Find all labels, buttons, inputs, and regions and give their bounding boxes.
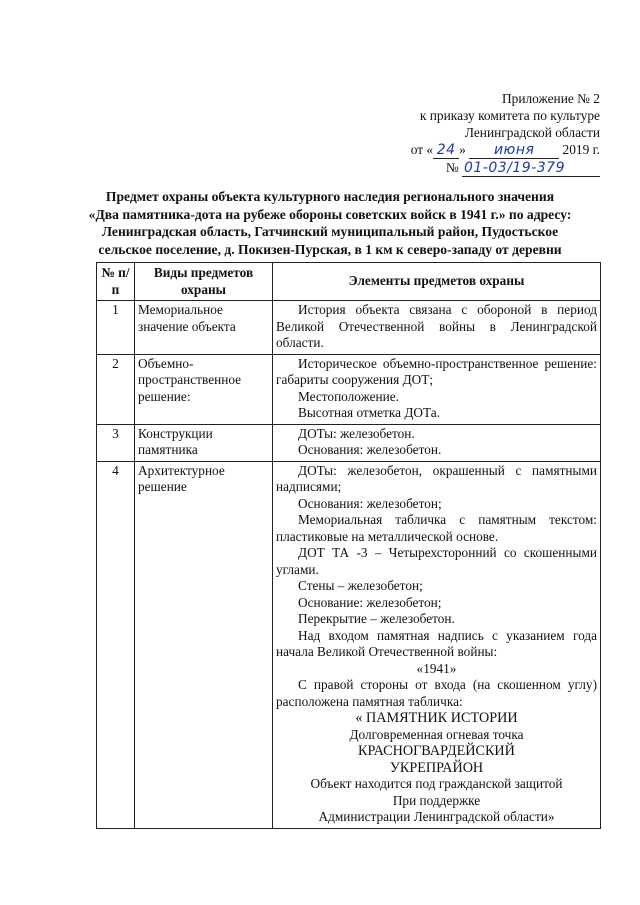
row-kind: Мемориальное значение объекта — [135, 301, 273, 355]
element-text: ДОТы: железобетон, окрашенный с памятными надписями; — [276, 462, 597, 494]
element-text: ДОТы: железобетон. — [298, 425, 415, 441]
element-text: С правой стороны от входа (на скошенном углу) расположена памятная табличка: — [276, 677, 597, 709]
title-line: Предмет охраны объекта культурного наследия регионального значения — [105, 189, 555, 204]
element-text: Местоположение. — [298, 388, 399, 404]
date-mid: » — [459, 142, 466, 157]
element-text: Основания: железобетон. — [298, 442, 442, 457]
header-elements: Элементы предметов охраны — [273, 263, 601, 301]
plaque-text: « ПАМЯТНИК ИСТОРИИ — [355, 710, 518, 726]
element-text: Над входом памятная надпись с указанием года начала Великой Отечественной войны: — [276, 627, 597, 659]
table-row — [97, 354, 601, 424]
appendix-date — [340, 141, 600, 159]
title-line: сельское поселение, д. Покизен-Пурская, в 1 км к северо-западу от деревни — [98, 241, 562, 257]
table-header-row — [97, 263, 601, 301]
date-day-handwritten: 24 — [433, 143, 459, 159]
element-text: Стены – железобетон; — [298, 578, 423, 593]
element-text: Мемориальная табличка с памятным текстом: пластиковые на металлической основе. — [276, 512, 597, 544]
element-text: Историческое объемно-пространственное решение: габариты сооружения ДОТ; — [276, 355, 597, 387]
row-kind: Архитектурное решение — [135, 461, 273, 828]
element-text: Высотная отметка ДОТа. — [298, 405, 441, 420]
plaque-text: УКРЕПРАЙОН — [389, 759, 484, 776]
row-elements — [273, 461, 601, 828]
plaque-text: Администрации Ленинградской области» — [318, 809, 555, 824]
table-row — [97, 301, 601, 355]
document-title — [60, 188, 600, 258]
appendix-line: Приложение № 2 — [501, 91, 600, 106]
row-elements — [273, 354, 601, 424]
title-line: Ленинградская область, Гатчинский муниципальный район, Пудостьское — [101, 224, 559, 239]
plaque-text: Долговременная огневая точка — [349, 726, 524, 742]
element-text: Основание: железобетон; — [298, 594, 442, 610]
date-year: 2019 г. — [562, 142, 600, 157]
element-text: «1941» — [416, 660, 457, 676]
header-kind: Виды предметов охраны — [135, 263, 273, 301]
number-prefix: № — [445, 160, 459, 175]
row-num: 2 — [97, 354, 135, 424]
appendix-number — [340, 159, 600, 177]
element-text: Основания: железобетон; — [298, 495, 442, 511]
table-row — [97, 461, 601, 828]
appendix-header — [340, 90, 600, 177]
element-text: Перекрытие – железобетон. — [298, 611, 455, 626]
element-text: История объекта связана с обороной в период Великой Отечественной войны в Ленинградской области. — [276, 302, 597, 350]
plaque-text: Объект находится под гражданской защитой — [310, 776, 563, 791]
row-kind: Конструкции памятника — [135, 424, 273, 461]
date-prefix: от « — [410, 142, 434, 157]
row-num: 1 — [97, 301, 135, 355]
protection-table — [96, 262, 601, 829]
appendix-line: Ленинградской области — [464, 125, 600, 140]
plaque-text: При поддержке — [392, 792, 481, 808]
row-num: 3 — [97, 424, 135, 461]
element-text: ДОТ ТА -3 – Четырехсторонний со скошенными углами. — [276, 545, 597, 577]
row-num: 4 — [97, 461, 135, 828]
appendix-line: к приказу комитета по культуре — [419, 108, 600, 123]
number-handwritten: 01-03/19-379 — [462, 161, 600, 177]
row-elements — [273, 424, 601, 461]
header-num: № п/п — [97, 263, 135, 301]
row-kind: Объемно-пространственное решение: — [135, 354, 273, 424]
title-line: «Два памятника-дота на рубеже обороны советских войск в 1941 г.» по адресу: — [88, 206, 572, 222]
plaque-text: КРАСНОГВАРДЕЙСКИЙ — [358, 743, 515, 759]
table-row — [97, 424, 601, 461]
row-elements — [273, 301, 601, 355]
date-month-handwritten: июня — [469, 143, 559, 159]
